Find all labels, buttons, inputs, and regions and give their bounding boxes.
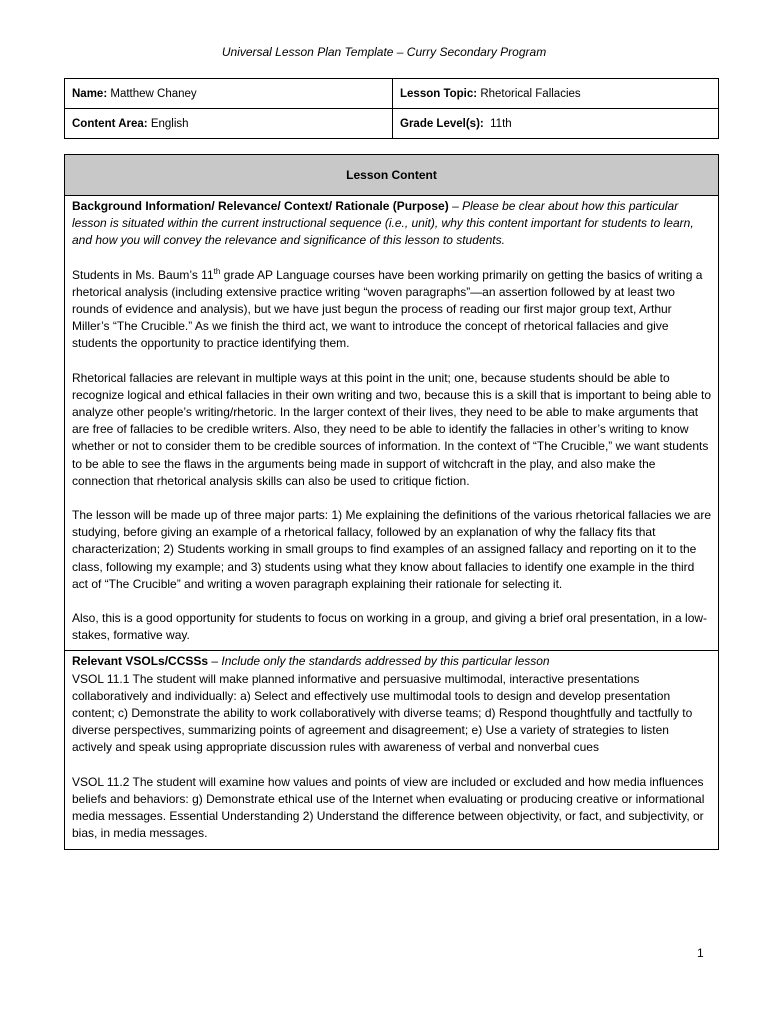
grade-level-cell	[393, 109, 719, 139]
content-area-label: Content Area:	[72, 117, 148, 130]
lesson-content-table	[64, 154, 719, 850]
background-heading: Background Information/ Relevance/ Context/ Rationale (Purpose)	[72, 199, 449, 213]
info-row	[65, 79, 719, 109]
background-dash: –	[448, 199, 463, 213]
lesson-content-heading: Lesson Content	[65, 155, 718, 196]
grade-level-label: Grade Level(s):	[400, 117, 484, 130]
standards-heading: Relevant VSOLs/CCSSs	[72, 654, 209, 669]
background-paragraph: The lesson will be made up of three major parts: 1) Me explaining the definitions of the various rhetorical fallacies we are studying, before giving an example of a rhetorical fallacy, followed by an explanation of why the fallacy fits that characterization; 2) Students working in small groups to find examples of an assigned fallacy and reporting on it to the class, following my example; and 3) students using what they know about fallacies to identify one example in the third act of “The Crucible” and writing a woven paragraph explaining their rationale for selecting it.	[72, 508, 711, 591]
name-cell	[65, 79, 393, 109]
info-row	[65, 109, 719, 139]
grade-level-value: 11th	[490, 117, 512, 130]
lesson-topic-value: Rhetorical Fallacies	[480, 87, 581, 100]
content-area-cell	[65, 109, 393, 139]
lesson-topic-cell	[393, 79, 719, 109]
lesson-info-table	[64, 78, 719, 139]
background-intro	[72, 198, 711, 250]
standard-vsol-11-1: VSOL 11.1 The student will make planned informative and persuasive multimodal, interactive presentations collaboratively and individually: a) Select and effectively use multimodal tools to design and develop presentation content; c) Demonstrate the ability to work collaboratively with diverse teams; d) Respond thoughtfully and tactfully to diverse perspectives, summarizing points of agreement and disagreement; e) Use a variety of strategies to listen actively and speak using appropriate discussion rules with awareness of verbal and nonverbal cues	[72, 671, 693, 755]
standards-intro	[72, 653, 711, 670]
background-paragraph: Also, this is a good opportunity for students to focus on working in a group, and giving a brief oral presentation, in a low-stakes, formative way.	[72, 611, 708, 643]
name-label: Name:	[72, 87, 108, 100]
standards-dash: –	[208, 654, 222, 669]
ordinal-suffix: th	[213, 266, 221, 276]
page-number: 1	[697, 946, 704, 960]
lesson-topic-label: Lesson Topic:	[400, 87, 478, 100]
page-header-title: Universal Lesson Plan Template – Curry Secondary Program	[221, 45, 547, 59]
name-value: Matthew Chaney	[110, 87, 197, 100]
background-instructions: Please be clear about how this particular lesson is situated within the current instructional sequence (i.e., unit), why this content important for students to learn, and how you will convey the relevance and significance of this lesson to students.	[72, 199, 694, 248]
content-area-value: English	[150, 117, 189, 130]
background-paragraph: Rhetorical fallacies are relevant in multiple ways at this point in the unit; one, because students should be able to recognize logical and ethical fallacies in their own writing and two, because this is a skill that is important to being able to analyze other people’s writing/rhetoric. In the larger context of their lives, they need to be able to make arguments that are free of fallacies to be credible writers. Also, they need to be able to identify the fallacies in other’s writing to know whether or not to consider them to be credible sources of information. In the context of “The Crucible,” we want students to be able to see the flaws in the arguments being made in support of witchcraft in the play, and also make the connection that rhetorical analysis skills can also be used to critique fiction.	[72, 370, 712, 488]
background-paragraph: Students in Ms. Baum’s 11th grade AP Language courses have been working primarily on getting the basics of writing a rhetorical analysis (including extensive practice writing “woven paragraphs”—an assertion followed by at least two rounds of evidence and analysis), but we have just begun the process of reading our first major group text, Arthur Miller’s “The Crucible.” As we finish the third act, we want to introduce the concept of rhetorical fallacies and give students the opportunity to practice identifying them.	[72, 266, 703, 351]
background-section	[65, 196, 718, 650]
standards-instructions: Include only the standards addressed by this particular lesson	[221, 654, 550, 669]
standard-vsol-11-2: VSOL 11.2 The student will examine how values and points of view are included or excluded and how media influences beliefs and behaviors: g) Demonstrate ethical use of the Internet when evaluating or producing creative or informational media messages. Essential Understanding 2) Understand the difference between objectivity, or fact, and subjectivity, or bias, in media messages.	[72, 774, 705, 841]
standards-section	[65, 650, 718, 848]
